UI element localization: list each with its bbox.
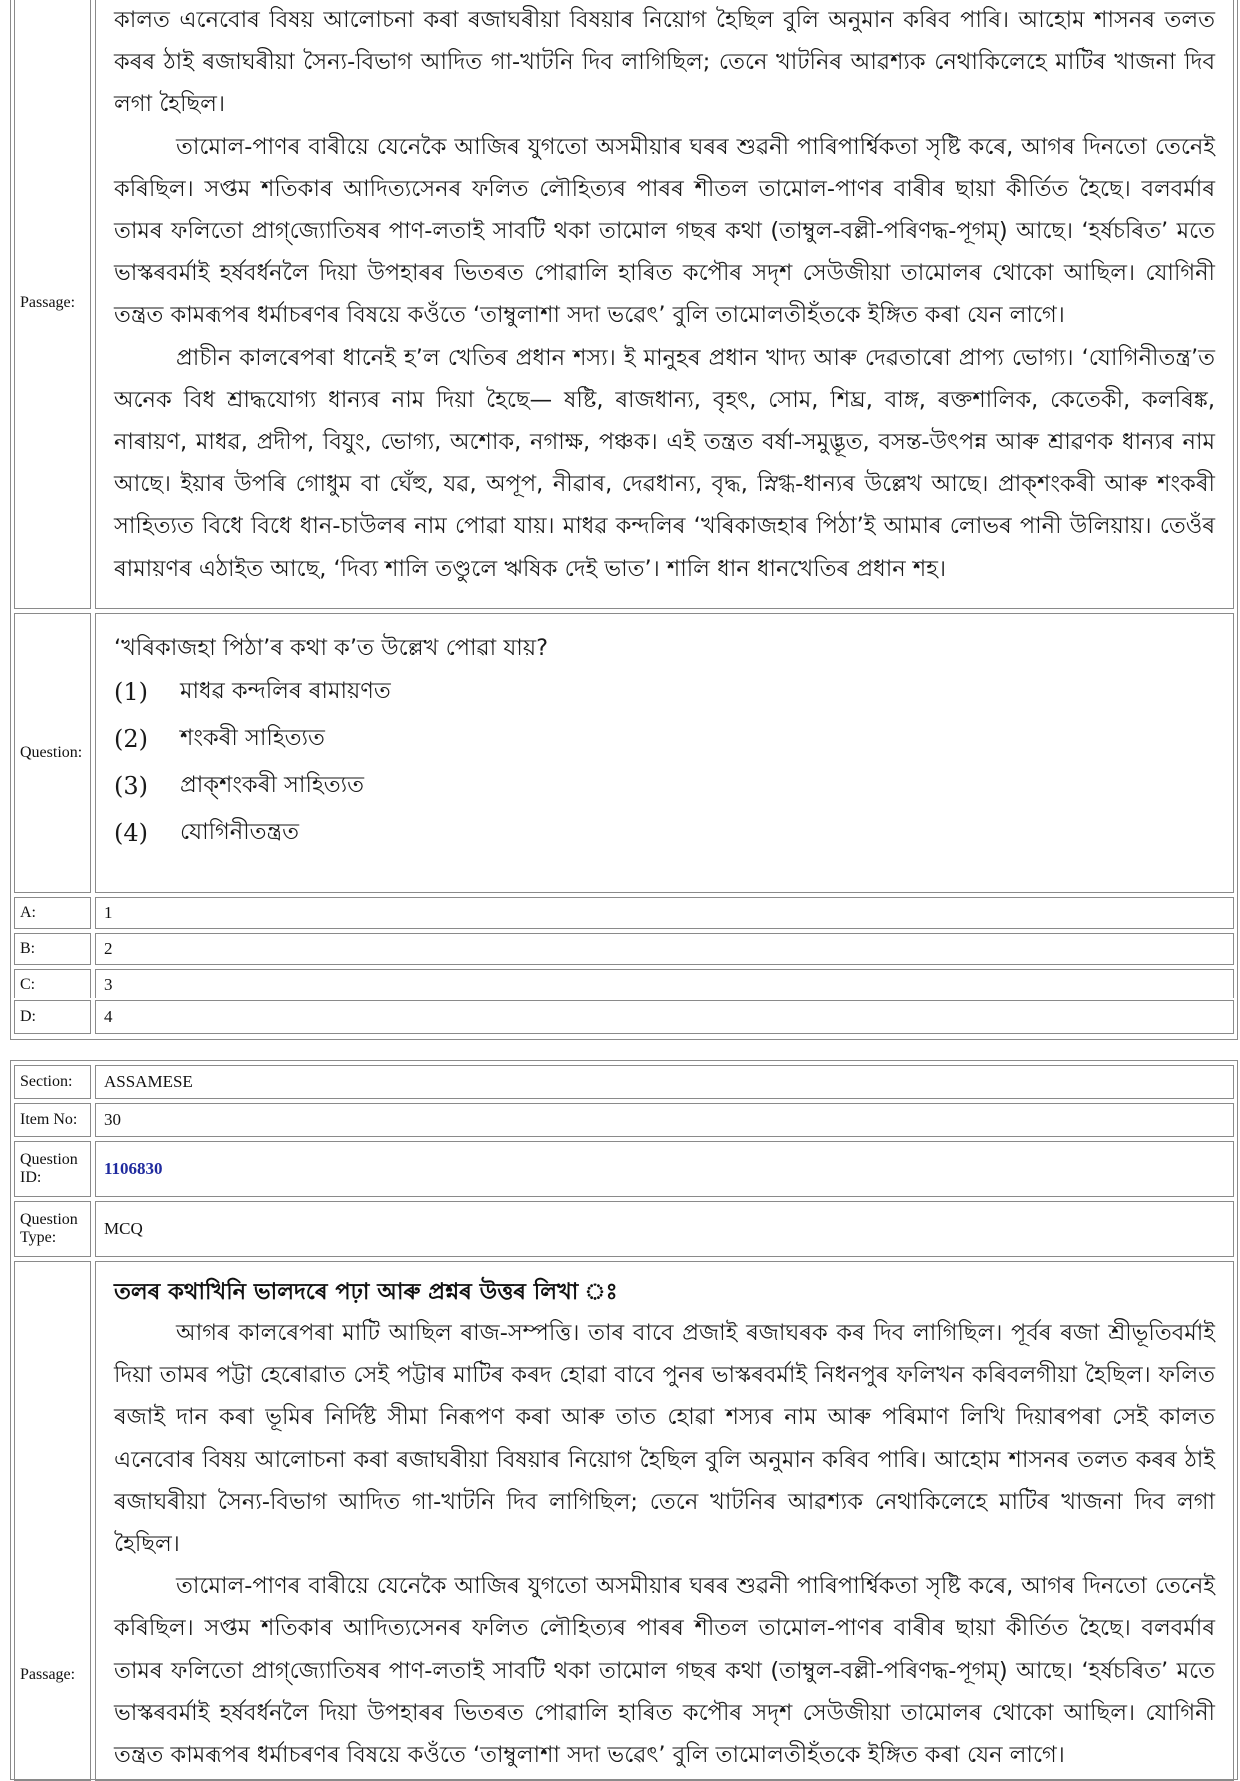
answer-label: D: — [14, 1000, 91, 1034]
item-no-row — [14, 1103, 1234, 1137]
answer-value: 3 — [95, 969, 1234, 1001]
question-row — [14, 613, 1234, 893]
answer-row-a — [14, 897, 1234, 929]
question-cell — [95, 613, 1234, 893]
passage-text — [114, 1312, 1215, 1776]
option-2 — [114, 715, 1215, 762]
question-type-value: MCQ — [95, 1201, 1234, 1257]
option-text: শংকৰী সাহিত্যত — [180, 724, 325, 751]
section-value: ASSAMESE — [95, 1065, 1234, 1099]
question-id-number: 1106830 — [104, 1159, 163, 1178]
answer-value: 2 — [95, 933, 1234, 965]
answer-label: C: — [14, 969, 91, 1001]
option-number: (1) — [114, 677, 148, 706]
passage-row — [14, 0, 1234, 609]
passage-text — [114, 0, 1215, 590]
answer-label: A: — [14, 897, 91, 929]
answer-row-d — [14, 1000, 1234, 1034]
question-text: ‘খৰিকাজহা পিঠা’ৰ কথা ক’ত উল্লেখ পোৱা যায়? — [114, 635, 549, 661]
option-number: (4) — [114, 818, 148, 847]
item-no-label: Item No: — [14, 1103, 91, 1137]
passage-label: Passage: — [14, 0, 91, 609]
passage-paragraph: প্ৰাচীন কালৰেপৰা ধানেই হ’ল খেতিৰ প্ৰধান শস্য। ই মানুহৰ প্ৰধান খাদ্য আৰু দেৱতাৰো প্ৰাপ্য ভোগ্য। ‘যোগিনীতন্ত্ৰ’ত অনেক বিধ শ্ৰাদ্ধযোগ্য ধান্যৰ নাম দিয়া হৈছে— ষষ্টি, ৰাজধান্য, বৃহৎ, সোম, শিঘ্ৰ, বাঙ্গ, ৰক্তশালিক, কেতেকী, কলৰিঙ্ক, নাৰায়ণ, মাধৱ, প্ৰদীপ, বিযুং, ভোগ্য, অশোক, নগাক্ষ, পঞ্চক। এই তন্ত্ৰত বৰ্ষা-সমুদ্ভূত, বসন্ত-উৎপন্ন আৰু শ্ৰাৱণক ধান্যৰ নাম আছে। ইয়াৰ উপৰি গোধুম বা ঘেঁহু, যৱ, অপূপ, নীৱাৰ, দেৱধান্য, বৃদ্ধ, স্নিগ্ধ-ধান্যৰ উল্লেখ আছে। প্ৰাক্‌শংকৰী আৰু শংকৰী সাহিত্যত বিধে বিধে ধান-চাউলৰ নাম পোৱা যায়। মাধৱ কন্দলিৰ ‘খৰিকাজহাৰ পিঠা’ই আমাৰ লোভৰ পানী উলিয়ায়। তেওঁৰ ৰামায়ণৰ এঠাইত আছে, ‘দিব্য শালি তণ্ডুলে ঋষিক দেই ভাত’। শালি ধান ধানখেতিৰ প্ৰধান শহ। — [114, 344, 1215, 582]
passage-label-text: Passage: — [20, 1666, 76, 1683]
answer-row-b — [14, 933, 1234, 965]
section-row — [14, 1065, 1234, 1099]
option-3 — [114, 762, 1215, 809]
option-number: (3) — [114, 771, 148, 800]
question-label: Question: — [14, 613, 91, 893]
passage-paragraph: তামোল-পাণৰ বাৰীয়ে যেনেকৈ আজিৰ যুগতো অসমীয়াৰ ঘৰৰ শুৱনী পাৰিপাৰ্শ্বিকতা সৃষ্টি কৰে, আগৰ দিনতো তেনেই কৰিছিল। সপ্তম শতিকাৰ আদিত্যসেনৰ ফলিত লৌহিত্যৰ পাৰৰ শীতল তামোল-পাণৰ বাৰীৰ ছায়া কীৰ্তিত হৈছে। বলবৰ্মাৰ তামৰ ফলিতো প্ৰাগ্‌জ্যোতিষৰ পাণ-লতাই সাবটি থকা তামোল গছৰ কথা (তাম্বুল-বল্লী-পৰিণদ্ধ-পূগম্) আছে। ‘হৰ্ষচৰিত’ মতে ভাস্কৰবৰ্মাই হৰ্ষবৰ্ধনলৈ দিয়া উপহাৰৰ ভিতৰত পোৱালি হাৰিত কপৌৰ সদৃশ সেউজীয়া তামোলৰ থোকো আছিল। যোগিনী তন্ত্ৰত কামৰূপৰ ধৰ্মাচৰণৰ বিষয়ে কওঁতে ‘তাম্বুলাশা সদা ভৱেৎ’ বুলি তামোলতীহঁতকে ইঙ্গিত কৰা যেন লাগে। — [114, 133, 1215, 329]
passage-heading: তলৰ কথাখিনি ভালদৰে পঢ়া আৰু প্ৰশ্নৰ উত্তৰ লিখা ঃ — [114, 1279, 618, 1305]
passage-row — [14, 1261, 1234, 1781]
option-text: প্ৰাক্‌শংকৰী সাহিত্যত — [180, 771, 364, 798]
passage-cell — [95, 0, 1234, 609]
question-type-row — [14, 1201, 1234, 1257]
option-text: মাধৱ কন্দলিৰ ৰামায়ণত — [180, 677, 391, 704]
passage-paragraph: কালত এনেবোৰ বিষয় আলোচনা কৰা ৰজাঘৰীয়া বিষয়াৰ নিয়োগ হৈছিল বুলি অনুমান কৰিব পাৰি। আহোম শাসনৰ তলত কৰৰ ঠাই ৰজাঘৰীয়া সৈন্য-বিভাগ আদিত গা-খাটনি দিব লাগিছিল; তেনে খাটনিৰ আৱশ্যক নেথাকিলেহে মাটিৰ খাজনা দিব লগা হৈছিল। — [114, 7, 1215, 118]
passage-cell — [95, 1261, 1234, 1781]
question-card-item-30 — [10, 1060, 1238, 1780]
question-id-value — [95, 1141, 1234, 1197]
option-text: যোগিনীতন্ত্ৰত — [180, 818, 300, 845]
passage-paragraph: আগৰ কালৰেপৰা মাটি আছিল ৰাজ-সম্পত্তি। তাৰ বাবে প্ৰজাই ৰজাঘৰক কৰ দিব লাগিছিল। পূৰ্বৰ ৰজা শ্ৰীভূতিবৰ্মাই দিয়া তামৰ পট্টা হেৰোৱাত সেই পট্টাৰ মাটিৰ কৰদ হোৱা বাবে পুনৰ ভাস্কৰবৰ্মাই নিধনপুৰ ফলিখন কৰিবলগীয়া হৈছিল। ফলিত ৰজাই দান কৰা ভূমিৰ নিৰ্দিষ্ট সীমা নিৰূপণ কৰা আৰু তাত হোৱা শস্যৰ নাম আৰু পৰিমাণ লিখি দিয়াৰপৰা সেই কালত এনেবোৰ বিষয় আলোচনা কৰা ৰজাঘৰীয়া বিষয়াৰ নিয়োগ হৈছিল বুলি অনুমান কৰিব পাৰি। আহোম শাসনৰ তলত কৰৰ ঠাই ৰজাঘৰীয়া সৈন্য-বিভাগ আদিত গা-খাটনি দিব লাগিছিল; তেনে খাটনিৰ আৱশ্যক নেথাকিলেহে মাটিৰ খাজনা দিব লগা হৈছিল। — [114, 1320, 1215, 1558]
option-4 — [114, 809, 1215, 856]
section-label: Section: — [14, 1065, 91, 1099]
option-1 — [114, 668, 1215, 715]
question-id-row — [14, 1141, 1234, 1197]
answer-value: 1 — [95, 897, 1234, 929]
question-card-previous — [10, 0, 1238, 1016]
option-number: (2) — [114, 724, 148, 753]
answer-row-c — [14, 969, 1234, 1001]
item-no-value: 30 — [95, 1103, 1234, 1137]
question-type-label: Question Type: — [14, 1201, 91, 1257]
answer-value: 4 — [95, 1000, 1234, 1034]
question-id-label: Question ID: — [14, 1141, 91, 1197]
answer-label: B: — [14, 933, 91, 965]
passage-paragraph: তামোল-পাণৰ বাৰীয়ে যেনেকৈ আজিৰ যুগতো অসমীয়াৰ ঘৰৰ শুৱনী পাৰিপাৰ্শ্বিকতা সৃষ্টি কৰে, আগৰ দিনতো তেনেই কৰিছিল। সপ্তম শতিকাৰ আদিত্যসেনৰ ফলিত লৌহিত্যৰ পাৰৰ শীতল তামোল-পাণৰ বাৰীৰ ছায়া কীৰ্তিত হৈছে। বলবৰ্মাৰ তামৰ ফলিতো প্ৰাগ্‌জ্যোতিষৰ পাণ-লতাই সাবটি থকা তামোল গছৰ কথা (তাম্বুল-বল্লী-পৰিণদ্ধ-পূগম্) আছে। ‘হৰ্ষচৰিত’ মতে ভাস্কৰবৰ্মাই হৰ্ষবৰ্ধনলৈ দিয়া উপহাৰৰ ভিতৰত পোৱালি হাৰিত কপৌৰ সদৃশ সেউজীয়া তামোলৰ থোকো আছিল। যোগিনী তন্ত্ৰত কামৰূপৰ ধৰ্মাচৰণৰ বিষয়ে কওঁতে ‘তাম্বুলাশা সদা ভৱেৎ’ বুলি তামোলতীহঁতকে ইঙ্গিত কৰা যেন লাগে। — [114, 1573, 1215, 1769]
answer-row-d-wrap — [10, 998, 1238, 1040]
passage-label — [14, 1261, 91, 1781]
